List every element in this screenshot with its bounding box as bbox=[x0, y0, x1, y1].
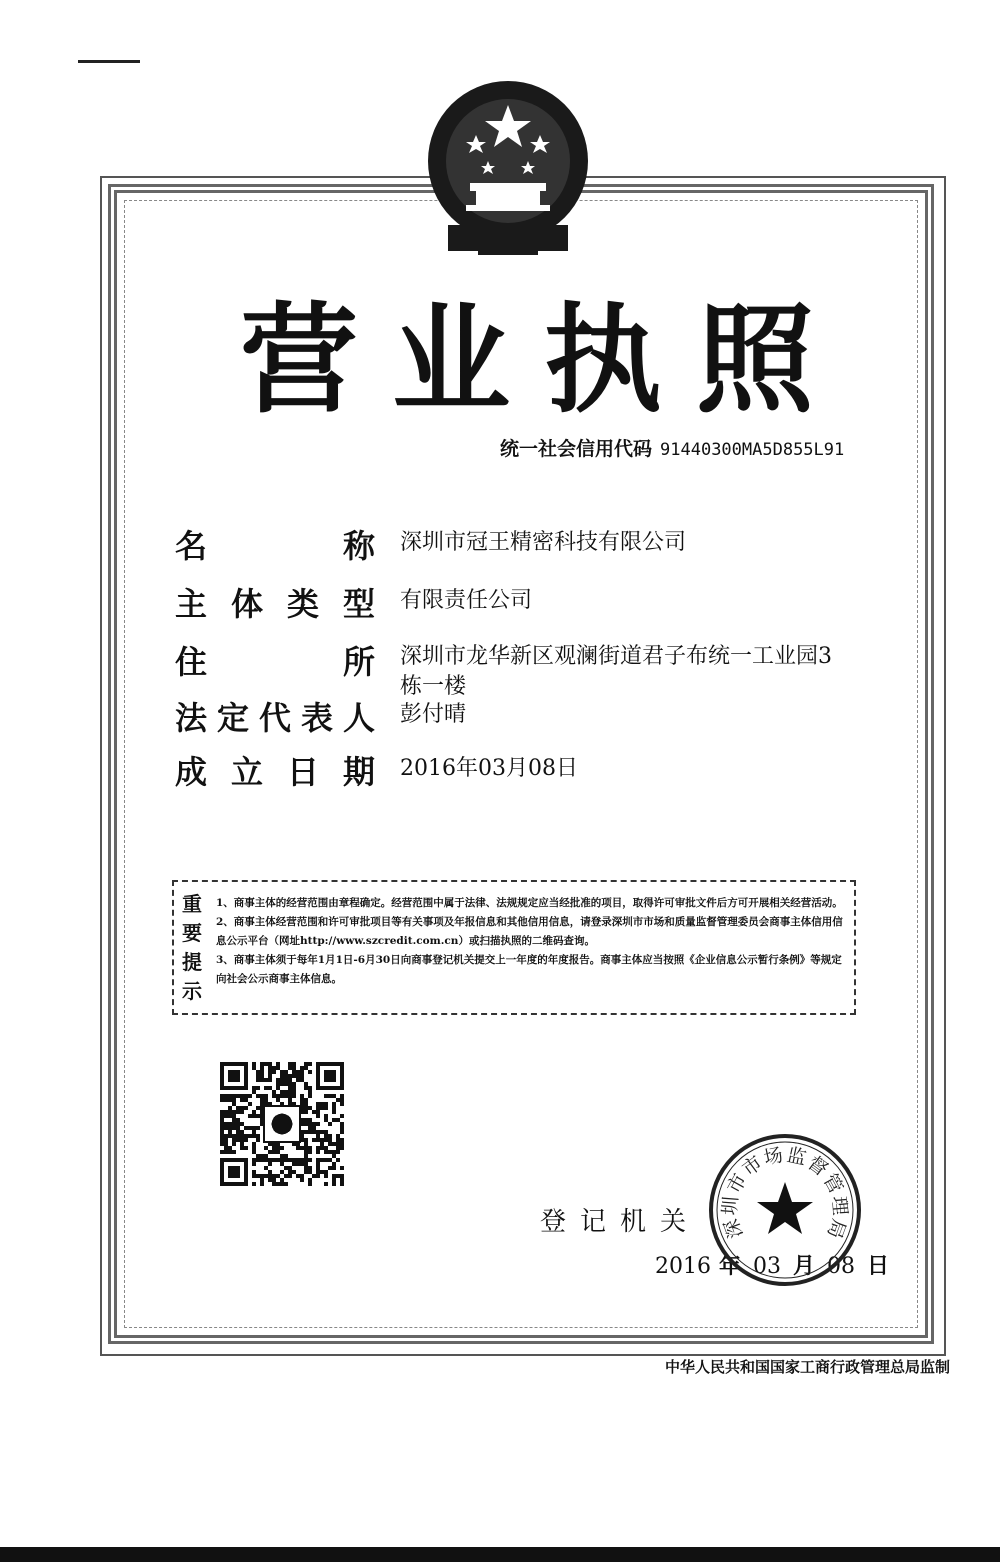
credit-code-line bbox=[500, 434, 890, 464]
scan-mark bbox=[78, 60, 140, 63]
field-value-legal-rep: 彭付晴 bbox=[400, 702, 467, 727]
notice-heading-char: 要 bbox=[182, 921, 202, 945]
registration-year-unit: 年 bbox=[719, 1254, 742, 1279]
notice-heading-char: 提 bbox=[182, 950, 202, 974]
field-label-address: 住所 bbox=[175, 643, 375, 681]
registration-day-unit: 日 bbox=[867, 1254, 890, 1279]
seal-char: 市 bbox=[738, 1151, 767, 1181]
field-label-entity-type: 主体类型 bbox=[175, 585, 375, 623]
page-title: 营业执照 bbox=[240, 291, 849, 429]
notice-item: 3、商事主体须于每年1月1日-6月30日向商事登记机关提交上一年度的年度报告。商事主体应当按照《企业信息公示暂行条例》等规定向社会公示商事主体信息。 bbox=[216, 954, 842, 985]
seal-char: 督 bbox=[803, 1151, 832, 1181]
credit-code-label: 统一社会信用代码 bbox=[500, 438, 653, 460]
seal-char: 场 bbox=[761, 1143, 786, 1170]
seal-char: 监 bbox=[784, 1143, 809, 1170]
seal-char: 市 bbox=[723, 1170, 752, 1198]
important-notice-box bbox=[172, 880, 856, 1015]
registration-year: 2016 bbox=[655, 1254, 711, 1279]
field-value-address: 深圳市龙华新区观澜街道君子布统一工业园3栋一楼 bbox=[400, 644, 832, 699]
notice-item: 2、商事主体经营范围和许可审批项目等有关事项及年报信息和其他信用信息，请登录深圳市市场和质量监督管理委员会商事主体信用信息公示平台（网址http://www.szcredit.com.cn）或扫描执照的二维码查询。 bbox=[216, 916, 843, 947]
registration-month-unit: 月 bbox=[793, 1254, 816, 1279]
official-seal-icon bbox=[705, 1130, 865, 1290]
seal-char: 深 bbox=[720, 1215, 748, 1242]
notice-heading-char: 重 bbox=[182, 892, 202, 916]
seal-char: 理 bbox=[827, 1195, 852, 1217]
registration-month: 03 bbox=[753, 1254, 782, 1279]
national-emblem-icon bbox=[418, 75, 598, 260]
field-value-established-date: 2016年03月08日 bbox=[400, 756, 578, 781]
seal-char: 管 bbox=[818, 1170, 847, 1198]
registration-authority-label: 登记机关 bbox=[540, 1207, 701, 1237]
field-label-legal-rep: 法定代表人 bbox=[175, 699, 375, 737]
supervisor-note: 中华人民共和国国家工商行政管理总局监制 bbox=[664, 1358, 950, 1376]
seal-char: 局 bbox=[822, 1215, 850, 1242]
field-value-name: 深圳市冠王精密科技有限公司 bbox=[400, 530, 687, 555]
seal-char: 圳 bbox=[718, 1195, 743, 1217]
credit-code-value: 91440300MA5D855L91 bbox=[660, 440, 845, 460]
scan-edge bbox=[0, 1547, 1000, 1562]
field-label-name: 名称 bbox=[175, 527, 375, 565]
field-value-entity-type: 有限责任公司 bbox=[400, 588, 533, 613]
notice-items bbox=[216, 894, 844, 989]
field-label-established-date: 成立日期 bbox=[175, 753, 375, 791]
qr-code-icon bbox=[220, 1062, 344, 1186]
notice-item: 1、商事主体的经营范围由章程确定。经营范围中属于法律、法规规定应当经批准的项目，取得许可审批文件后方可开展相关经营活动。 bbox=[216, 897, 843, 909]
registration-day: 08 bbox=[827, 1254, 856, 1279]
notice-heading-char: 示 bbox=[182, 979, 202, 1003]
notice-heading bbox=[182, 890, 208, 1006]
